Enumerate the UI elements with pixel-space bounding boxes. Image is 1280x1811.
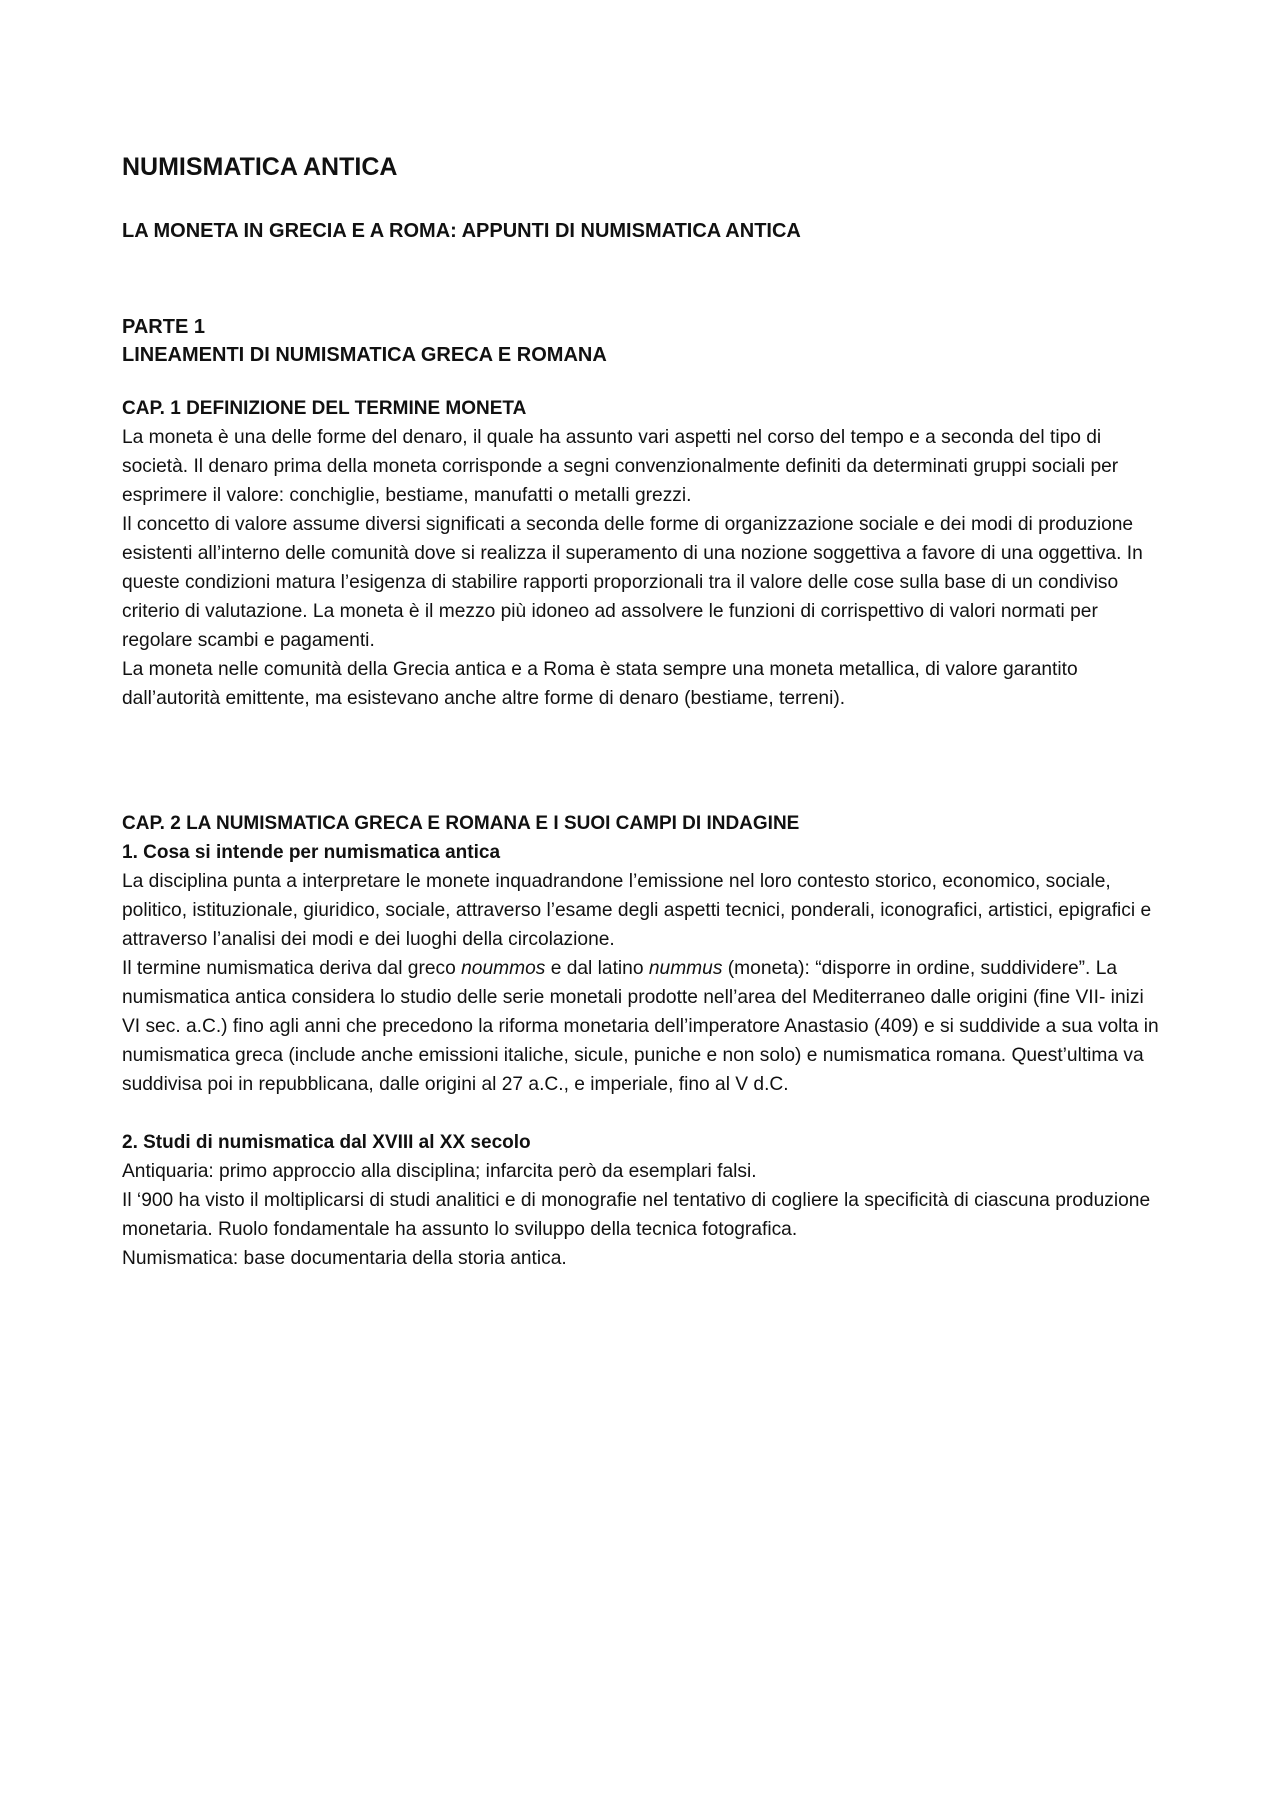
- section-1-heading: 1. Cosa si intende per numismatica antica: [122, 842, 501, 863]
- spacer: [122, 1099, 1167, 1128]
- section-1-paragraph-1: La disciplina punta a interpretare le monete inquadrandone l’emissione nel loro contesto storico, economico, sociale, politico, istituzionale, giuridico, sociale, attraverso l’esame degli aspetti tecnici, ponderali, iconografici, artistici, epigrafici e attraverso l’analisi dei modi e dei luoghi della circolazione.: [122, 871, 1152, 950]
- text-run: (moneta): “disporre in ordine, suddividere”. La numismatica antica considera lo studio delle serie monetali prodotte nell’area del Mediterraneo dalle origini (fine VII- inizi VI sec. a.C.) fino agli anni che precedono la riforma monetaria dell’imperatore Anastasio (409) e si suddivide a sua volta in numismatica greca (include anche emissioni italiche, sicule, puniche e non solo) e numismatica romana. Quest’ultima va suddivisa poi in repubblicana, dalle origini al 27 a.C., e imperiale, fino al V d.C.: [122, 958, 1159, 1095]
- chapter-1-paragraph-3: La moneta nelle comunità della Grecia antica e a Roma è stata sempre una moneta metallica, di valore garantito dall’autorità emittente, ma esistevano anche altre forme di denaro (bestiame, terreni).: [122, 659, 1078, 709]
- subtitle-block: [122, 217, 1167, 313]
- part-block: [122, 313, 1167, 370]
- italic-term: nummus: [648, 958, 723, 979]
- section-2-paragraph-2: Il ‘900 ha visto il moltiplicarsi di studi analitici e di monografie nel tentativo di cogliere la specificità di ciascuna produzione monetaria. Ruolo fondamentale ha assunto lo sviluppo della tecnica fotografica.: [122, 1190, 1151, 1240]
- section-1-paragraph-2: [122, 954, 1167, 1099]
- part-title: LINEAMENTI DI NUMISMATICA GRECA E ROMANA: [122, 344, 607, 366]
- title-block: [122, 150, 1167, 210]
- text-run: e dal latino: [545, 958, 649, 979]
- document-title: NUMISMATICA ANTICA: [122, 153, 398, 181]
- spacer: [122, 713, 1167, 809]
- spacer: [122, 370, 1167, 394]
- chapter-1: [122, 394, 1167, 713]
- chapter-2: [122, 809, 1167, 1273]
- part-label: PARTE 1: [122, 316, 205, 338]
- section-2-paragraph-3: Numismatica: base documentaria della storia antica.: [122, 1248, 567, 1269]
- chapter-1-paragraph-2: Il concetto di valore assume diversi significati a seconda delle forme di organizzazione sociale e dei modi di produzione esistenti all’interno delle comunità dove si realizza il superamento di una nozione soggettiva a favore di una oggettiva. In queste condizioni matura l’esigenza di stabilire rapporti proporzionali tra il valore delle cose sulla base di un condiviso criterio di valutazione. La moneta è il mezzo più idoneo ad assolvere le funzioni di corrispettivo di valori normati per regolare scambi e pagamenti.: [122, 514, 1143, 651]
- text-run: Il termine numismatica deriva dal greco: [122, 958, 462, 979]
- chapter-2-heading: CAP. 2 LA NUMISMATICA GRECA E ROMANA E I SUOI CAMPI DI INDAGINE: [122, 813, 800, 834]
- document-page: [122, 150, 1167, 1273]
- document-subtitle: LA MONETA IN GRECIA E A ROMA: APPUNTI DI NUMISMATICA ANTICA: [122, 220, 801, 242]
- chapter-1-heading: CAP. 1 DEFINIZIONE DEL TERMINE MONETA: [122, 398, 527, 419]
- section-2-paragraph-1: Antiquaria: primo approccio alla disciplina; infarcita però da esemplari falsi.: [122, 1161, 757, 1182]
- section-2-heading: 2. Studi di numismatica dal XVIII al XX secolo: [122, 1132, 531, 1153]
- chapter-1-paragraph-1: La moneta è una delle forme del denaro, il quale ha assunto vari aspetti nel corso del tempo e a seconda del tipo di società. Il denaro prima della moneta corrisponde a segni convenzionalmente definiti da determinati gruppi sociali per esprimere il valore: conchiglie, bestiame, manufatti o metalli grezzi.: [122, 427, 1119, 506]
- italic-term: noummos: [461, 958, 546, 979]
